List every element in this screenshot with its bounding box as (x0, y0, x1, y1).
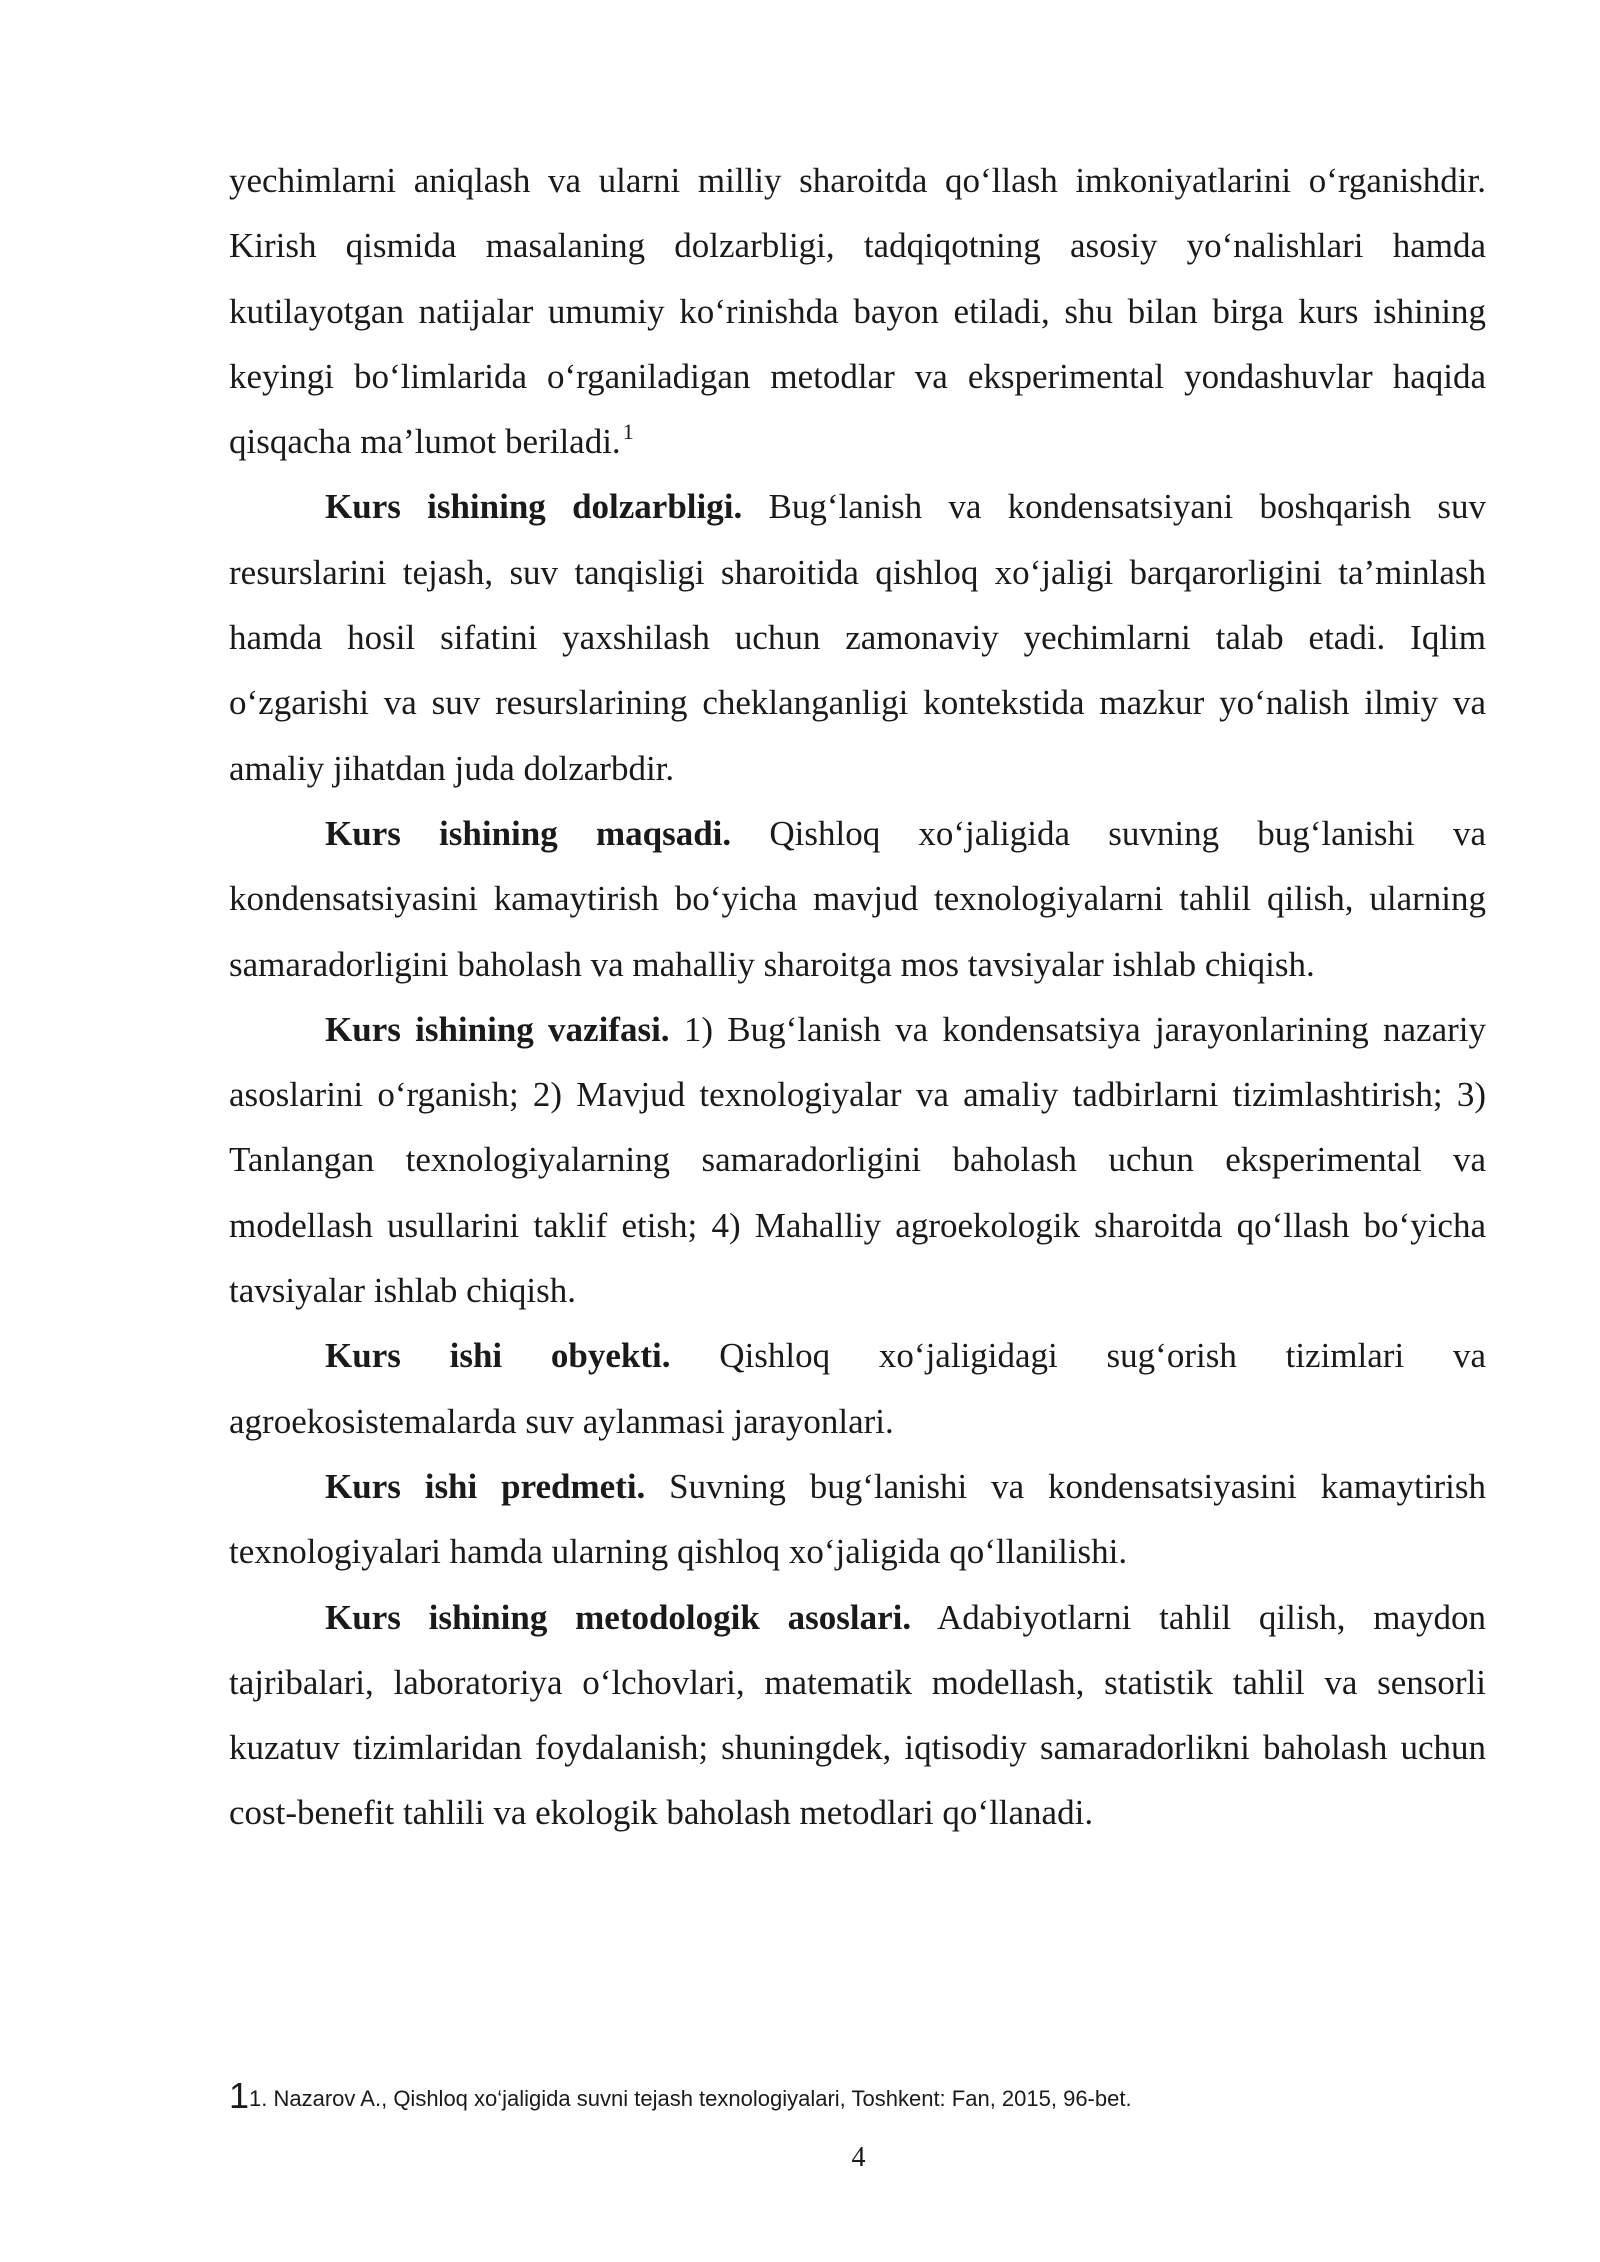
relevance-heading: Kurs ishining dolzarbligi. (325, 487, 743, 527)
footnote-reference: 1 (622, 419, 634, 445)
intro-text: yechimlarni aniqlash va ularni milliy sharoitda qo‘llash imkoniyatlarini o‘rganishdir. Kirish qismida masalaning dolzarbligi, tadqiqotning asosiy yo‘nalishlari hamda kutilayotgan natijalar umumiy ko‘rinishda bayon etiladi, shu bilan birga kurs ishining keyingi bo‘limlarida o‘rganiladigan metodlar va eksperimental yondashuvlar haqida qisqacha ma’lumot beriladi. (229, 161, 1486, 462)
relevance-text: Bug‘lanish va kondensatsiyani boshqarish suv resurslarini tejash, suv tanqisligi sharoitida qishloq xo‘jaligi barqarorligini ta’minlash hamda hosil sifatini yaxshilash uchun zamonaviy yechimlarni talab etadi. Iqlim o‘zgarishi va suv resurslarining cheklanganligi kontekstida mazkur yo‘nalish ilmiy va amaliy jihatdan juda dolzarbdir. (229, 487, 1486, 788)
body-text (229, 148, 1486, 1846)
methodology-text: Adabiyotlarni tahlil qilish, maydon tajribalari, laboratoriya o‘lchovlari, matematik modellash, statistik tahlil va sensorli kuzatuv tizimlaridan foydalanish; shuningdek, iqtisodiy samaradorlikni baholash uchun cost-benefit tahlili va ekologik baholash metodlari qo‘llanadi. (229, 1597, 1487, 1833)
methodology-heading: Kurs ishining metodologik asoslari. (325, 1597, 912, 1637)
footnote-number: 1 (229, 2075, 250, 2116)
footnote-text: 1. Nazarov A., Qishloq xo‘jaligida suvni tejash texnologiyalari, Toshkent: Fan, 2015, 96-bet. (249, 2086, 1132, 2111)
subject-paragraph (229, 1454, 1486, 1585)
intro-paragraph (229, 148, 1486, 474)
relevance-paragraph (229, 474, 1486, 800)
subject-heading: Kurs ishi predmeti. (325, 1466, 646, 1506)
goal-text: Qishloq xo‘jaligida suvning bug‘lanishi va kondensatsiyasini kamaytirish bo‘yicha mavjud texnologiyalarni tahlil qilish, ularning samaradorligini baholash va mahalliy sharoitga mos tavsiyalar ishlab chiqish. (229, 813, 1487, 984)
object-paragraph (229, 1323, 1486, 1454)
methodology-paragraph (229, 1585, 1486, 1846)
object-heading: Kurs ishi obyekti. (325, 1336, 671, 1376)
tasks-paragraph (229, 997, 1486, 1323)
goal-paragraph (229, 801, 1486, 997)
tasks-heading: Kurs ishining vazifasi. (325, 1009, 670, 1049)
page-number: 4 (851, 2142, 866, 2173)
goal-heading: Kurs ishining maqsadi. (325, 813, 732, 853)
object-text: Qishloq xo‘jaligidagi sug‘orish tizimlari va agroekosistemalarda suv aylanmasi jarayonlari. (229, 1336, 1486, 1441)
subject-text: Suvning bug‘lanishi va kondensatsiyasini kamaytirish texnologiyalari hamda ularning qishloq xo‘jaligida qo‘llanilishi. (229, 1466, 1486, 1572)
tasks-text: 1) Bug‘lanish va kondensatsiya jarayonlarining nazariy asoslarini o‘rganish; 2) Mavjud texnologiyalar va amaliy tadbirlarni tizimlashtirish; 3) Tanlangan texnologiyalarning samaradorligini baholash uchun eksperimental va modellash usullarini taklif etish; 4) Mahalliy agroekologik sharoitda qo‘llash bo‘yicha tavsiyalar ishlab chiqish. (229, 1009, 1486, 1311)
footnote (229, 2076, 1486, 2119)
